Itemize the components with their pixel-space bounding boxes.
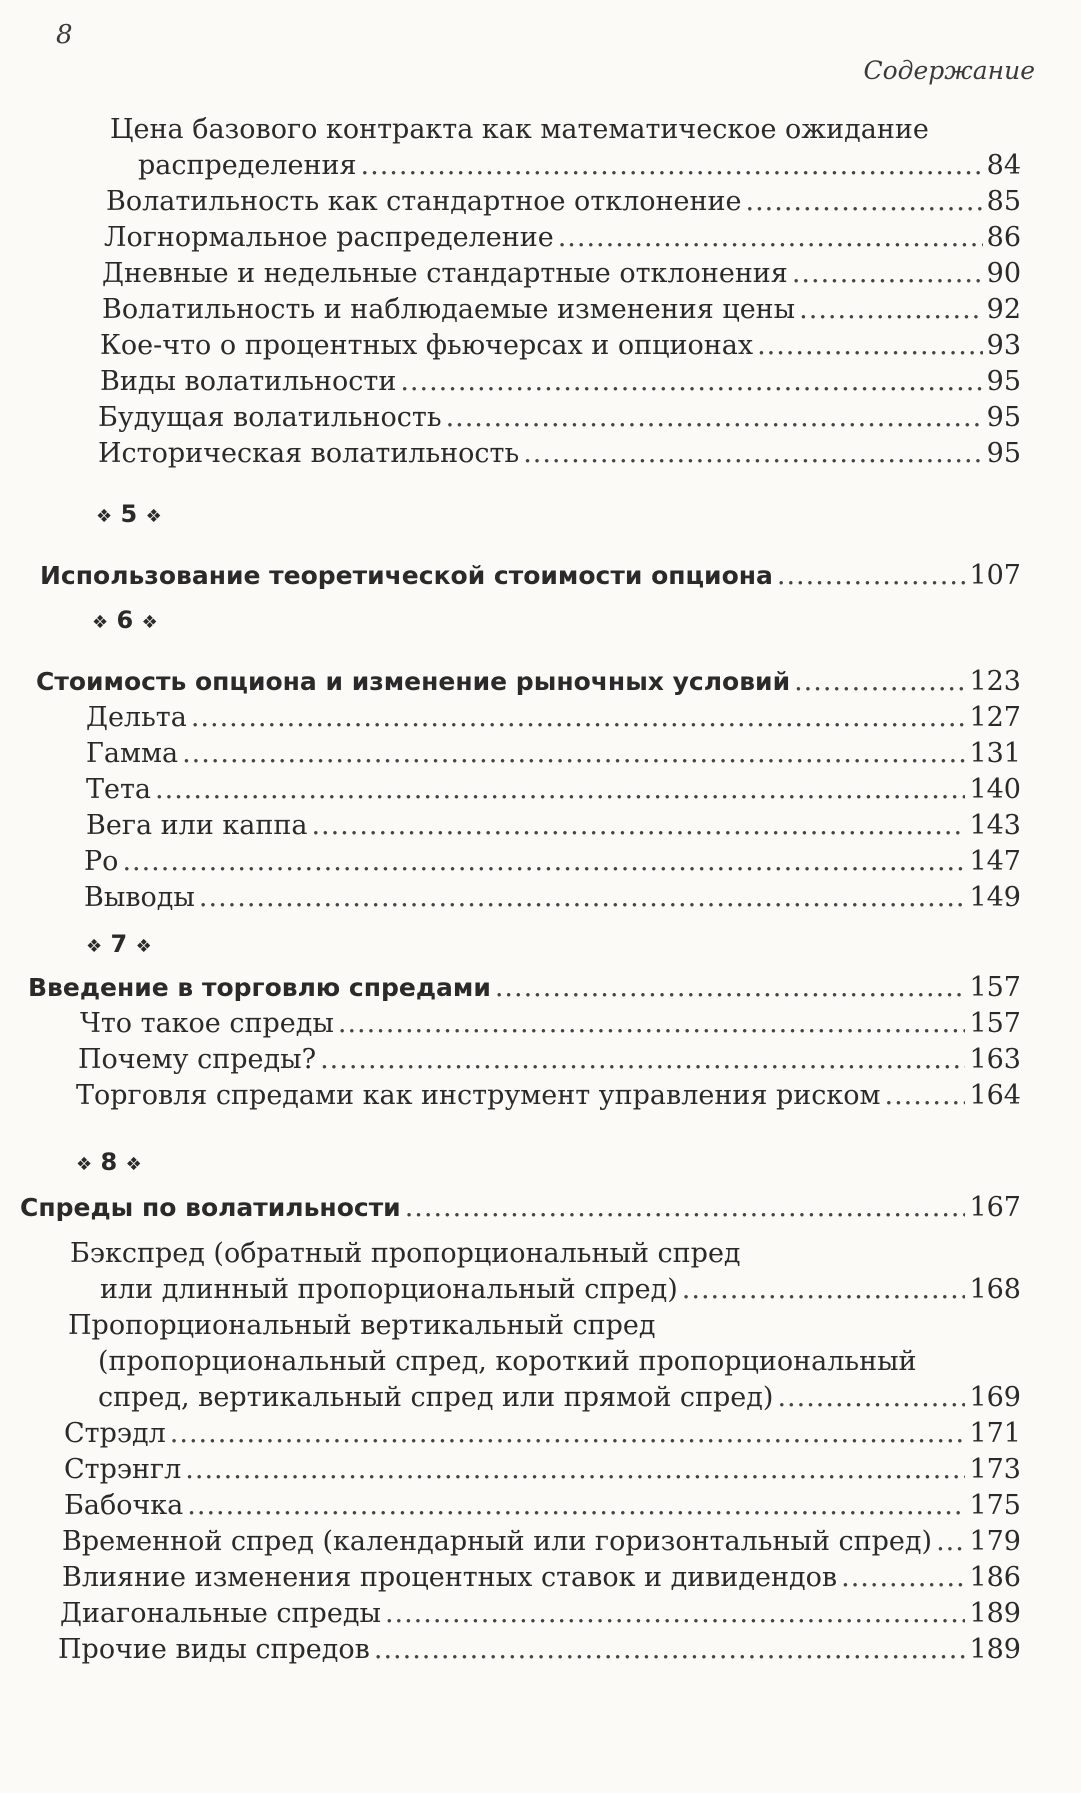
dot-leader [841,1560,965,1596]
toc-chapter-title: Спреды по волатильности [20,1193,401,1222]
toc-entry-title: Гамма [86,738,179,769]
toc-chapter-entry[interactable] [40,558,1021,594]
chapter-marker [86,930,152,958]
toc-chapter-title: Введение в торговлю спредами [28,973,491,1002]
dot-leader [185,1452,965,1488]
dot-leader [777,558,966,594]
toc-entry[interactable] [64,1488,1021,1524]
toc-entry-page: 84 [986,150,1021,181]
toc-entry-title: спред, вертикальный спред или прямой спред) [98,1382,774,1413]
toc-entry-page: 123 [969,666,1021,697]
diamond-ornament-icon: ❖ [92,612,109,633]
toc-entry[interactable] [102,292,1021,328]
toc-entry-page: 186 [969,1562,1021,1593]
dot-leader [884,1078,965,1114]
dot-leader [792,256,983,292]
toc-entry-title: Прочие виды спредов [58,1634,370,1665]
diamond-ornament-icon: ❖ [125,1154,142,1175]
toc-entry-page: 95 [986,402,1021,433]
dot-leader [170,1416,966,1452]
toc-entry-title: Виды волатильности [100,366,397,397]
toc-entry-page: 147 [969,846,1021,877]
toc-entry[interactable] [106,184,1021,220]
toc-entry-title: Бабочка [64,1490,184,1521]
toc-entry[interactable] [62,1524,1021,1560]
toc-entry[interactable] [84,844,1021,880]
dot-leader [495,970,966,1006]
dot-leader [385,1596,966,1632]
chapter-number: 7 [110,930,128,958]
toc-entry-page: 179 [969,1526,1021,1557]
running-head: Содержание [863,56,1035,85]
toc-entry-title: Кое-что о процентных фьючерсах и опционах [100,330,754,361]
toc-entry-page: 189 [969,1598,1021,1629]
chapter-number: 5 [120,500,138,528]
dot-leader [745,184,982,220]
toc-entry-page: 164 [969,1080,1021,1111]
dot-leader [361,148,983,184]
dot-leader [777,1380,965,1416]
toc-entry-page: 107 [969,560,1021,591]
diamond-ornament-icon: ❖ [141,612,158,633]
toc-entry-title: Диагональные спреды [60,1598,381,1629]
toc-entry-page: 149 [969,882,1021,913]
diamond-ornament-icon: ❖ [96,506,113,527]
toc-entry-line: Пропорциональный вертикальный спред [68,1310,656,1341]
toc-entry[interactable] [98,400,1021,436]
toc-entry-page: 157 [969,1008,1021,1039]
chapter-marker [76,1148,142,1176]
toc-entry-page: 95 [986,366,1021,397]
toc-entry-title: Выводы [84,882,195,913]
toc-entry-title: Будущая волатильность [98,402,442,433]
toc-entry-page: 90 [986,258,1021,289]
dot-leader [400,364,982,400]
toc-entry[interactable] [98,436,1021,472]
dot-leader [757,328,983,364]
dot-leader [199,880,966,916]
dot-leader [338,1006,966,1042]
toc-entry[interactable] [104,220,1021,256]
toc-entry-title: Логнормальное распределение [104,222,554,253]
diamond-ornament-icon: ❖ [135,936,152,957]
toc-chapter-title: Стоимость опциона и изменение рыночных условий [36,667,791,696]
toc-entry-page: 86 [986,222,1021,253]
toc-entry-title: Влияние изменения процентных ставок и дивидендов [62,1562,838,1593]
toc-chapter-entry[interactable] [36,664,1021,700]
dot-leader [191,700,966,736]
toc-entry[interactable] [86,700,1021,736]
toc-entry-page: 157 [969,972,1021,1003]
toc-entry-page: 93 [986,330,1021,361]
diamond-ornament-icon: ❖ [86,936,103,957]
dot-leader [794,664,965,700]
toc-entry-title: Дневные и недельные стандартные отклонения [102,258,788,289]
toc-entry-title: Временной спред (календарный или горизонтальный спред) [62,1526,933,1557]
toc-entry-page: 163 [969,1044,1021,1075]
toc-entry[interactable] [86,808,1021,844]
toc-entry-title: Дельта [86,702,187,733]
toc-entry-page: 140 [969,774,1021,805]
dot-leader [311,808,965,844]
dot-leader [187,1488,965,1524]
toc-entry[interactable] [86,736,1021,772]
toc-entry-title: Стрэдл [64,1418,166,1449]
toc-entry[interactable] [64,1416,1021,1452]
chapter-number: 8 [100,1148,118,1176]
toc-chapter-entry[interactable] [20,1190,1021,1226]
chapter-number: 6 [116,606,134,634]
toc-entry[interactable] [68,1308,1021,1416]
toc-entry-title: Стрэнгл [64,1454,182,1485]
toc-entry[interactable] [62,1560,1021,1596]
toc-entry-line: Цена базового контракта как математическое ожидание [110,114,929,145]
toc-chapter-title: Использование теоретической стоимости опциона [40,561,773,590]
page-number: 8 [56,20,73,50]
toc-entry[interactable] [100,364,1021,400]
toc-entry-page: 92 [986,294,1021,325]
toc-entry[interactable] [70,1236,1021,1308]
dot-leader [523,436,982,472]
dot-leader [320,1042,965,1078]
toc-entry-title: Историческая волатильность [98,438,520,469]
toc-entry[interactable] [84,880,1021,916]
toc-entry[interactable] [76,1078,1021,1114]
dot-leader [799,292,982,328]
toc-entry-page: 127 [969,702,1021,733]
toc-entry-page: 169 [969,1382,1021,1413]
diamond-ornament-icon: ❖ [76,1154,93,1175]
toc-entry-line [110,148,1021,184]
toc-entry-title: распределения [138,150,357,181]
dot-leader [936,1524,965,1560]
dot-leader [558,220,983,256]
toc-entry-title: Волатильность и наблюдаемые изменения цены [102,294,796,325]
toc-entry-page: 167 [969,1192,1021,1223]
dot-leader [374,1632,966,1668]
dot-leader [182,736,965,772]
toc-entry-title: Вега или каппа [86,810,308,841]
toc-entry[interactable] [64,1452,1021,1488]
toc-entry[interactable] [58,1632,1021,1668]
toc-entry-page: 175 [969,1490,1021,1521]
toc-entry-page: 143 [969,810,1021,841]
toc-entry-title: Торговля спредами как инструмент управления риском [76,1080,881,1111]
toc-entry-page: 171 [969,1418,1021,1449]
toc-entry[interactable] [86,772,1021,808]
toc-entry-title: Тета [86,774,152,805]
toc-entry[interactable] [110,112,1021,184]
toc-chapter-entry[interactable] [28,970,1021,1006]
toc-entry-title: Почему спреды? [78,1044,317,1075]
toc-entry[interactable] [78,1042,1021,1078]
toc-entry-page: 173 [969,1454,1021,1485]
toc-entry-title: Ро [84,846,119,877]
toc-entry-title: или длинный пропорциональный спред) [100,1274,678,1305]
toc-entry-title: Волатильность как стандартное отклонение [106,186,742,217]
toc-entry-page: 95 [986,438,1021,469]
dot-leader [122,844,965,880]
chapter-marker [92,606,158,634]
chapter-marker [96,500,162,528]
toc-entry-title: Что такое спреды [80,1008,334,1039]
toc-entry-page: 168 [969,1274,1021,1305]
toc-entry[interactable] [100,328,1021,364]
dot-leader [155,772,965,808]
dot-leader [682,1272,966,1308]
toc-entry-page: 131 [969,738,1021,769]
toc-entry-line: (пропорциональный спред, короткий пропорциональный [98,1346,917,1377]
toc-entry[interactable] [80,1006,1021,1042]
toc-entry-page: 189 [969,1634,1021,1665]
dot-leader [446,400,983,436]
dot-leader [405,1190,966,1226]
toc-entry[interactable] [60,1596,1021,1632]
toc-entry-line: Бэкспред (обратный пропорциональный спред [70,1238,741,1269]
diamond-ornament-icon: ❖ [145,506,162,527]
toc-entry-page: 85 [986,186,1021,217]
toc-entry[interactable] [102,256,1021,292]
